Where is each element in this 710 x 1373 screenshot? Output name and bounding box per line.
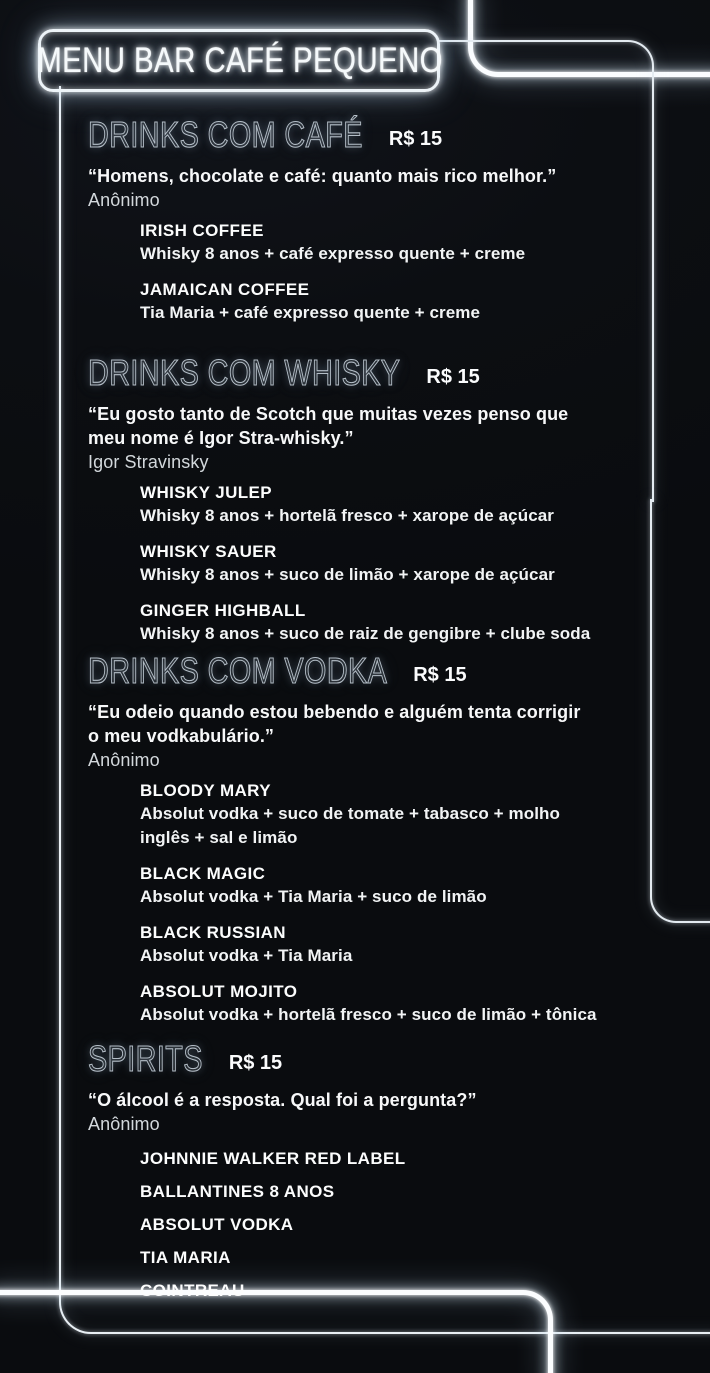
item-description	[140, 885, 676, 909]
description-line: Whisky 8 anos + suco de raiz de gengibre + clube soda	[140, 624, 591, 643]
description-line: Tia Maria + café expresso quente + creme	[140, 303, 481, 322]
quote-line: meu nome é Igor Stra-whisky.”	[88, 428, 354, 448]
quote-attribution: Igor Stravinsky	[88, 452, 209, 472]
item-description	[140, 944, 676, 968]
item-name: WHISKY SAUER	[140, 542, 277, 561]
item-name: JOHNNIE WALKER RED LABEL	[140, 1149, 406, 1168]
item-description	[140, 622, 676, 646]
description-line: Whisky 8 anos + hortelã fresco + xarope de açúcar	[140, 506, 555, 525]
quote-line: “Eu odeio quando estou bebendo e alguém tenta corrigir	[88, 702, 581, 722]
item-name: BALLANTINES 8 ANOS	[140, 1182, 335, 1201]
section-header	[88, 1038, 676, 1079]
quote-attribution: Anônimo	[88, 750, 160, 770]
item-name: JAMAICAN COFFEE	[140, 280, 310, 299]
menu-section	[88, 114, 676, 338]
quote-attribution: Anônimo	[88, 190, 160, 210]
menu-title: MENU BAR CAFÉ PEQUENO	[37, 40, 444, 80]
menu-item	[140, 482, 676, 528]
menu-item	[140, 1181, 676, 1203]
section-quote	[88, 700, 676, 772]
item-name: TIA MARIA	[140, 1248, 231, 1267]
section-quote	[88, 402, 676, 474]
description-line: Absolut vodka + Tia Maria + suco de limão	[140, 887, 487, 906]
section-title: DRINKS COM VODKA	[88, 650, 388, 691]
section-quote	[88, 164, 676, 212]
quote-attribution: Anônimo	[88, 1114, 160, 1134]
menu-item	[140, 981, 676, 1027]
menu-item	[140, 780, 676, 850]
menu-item	[140, 600, 676, 646]
item-description	[140, 242, 676, 266]
section-items	[88, 780, 676, 1027]
item-description	[140, 504, 676, 528]
description-line: Absolut vodka + suco de tomate + tabasco + molho	[140, 804, 560, 823]
menu-section	[88, 650, 676, 1040]
menu-item	[140, 220, 676, 266]
item-name: ABSOLUT MOJITO	[140, 982, 298, 1001]
menu-item	[140, 1148, 676, 1170]
section-price: R$ 15	[228, 1052, 283, 1074]
item-name: COINTREAU	[140, 1281, 245, 1300]
quote-line: “Eu gosto tanto de Scotch que muitas vezes penso que	[88, 404, 569, 424]
item-description	[140, 1003, 676, 1027]
menu-item	[140, 922, 676, 968]
quote-line: “Homens, chocolate e café: quanto mais rico melhor.”	[88, 166, 557, 186]
section-items	[88, 1148, 676, 1302]
item-name: WHISKY JULEP	[140, 483, 273, 502]
section-quote	[88, 1088, 676, 1136]
description-line: inglês + sal e limão	[140, 828, 298, 847]
menu-item	[140, 1214, 676, 1236]
item-name: GINGER HIGHBALL	[140, 601, 306, 620]
item-name: BLACK MAGIC	[140, 864, 266, 883]
description-line: Whisky 8 anos + café expresso quente + creme	[140, 244, 526, 263]
description-line: Absolut vodka + Tia Maria	[140, 946, 353, 965]
item-name: BLOODY MARY	[140, 781, 271, 800]
quote-line: “O álcool é a resposta. Qual foi a pergunta?”	[88, 1090, 477, 1110]
description-line: Absolut vodka + hortelã fresco + suco de limão + tônica	[140, 1005, 597, 1024]
menu-item	[140, 1247, 676, 1269]
item-name: IRISH COFFEE	[140, 221, 264, 240]
item-description	[140, 802, 676, 850]
neon-sign-frame	[37, 29, 444, 92]
menu-item	[140, 1280, 676, 1302]
section-title: DRINKS COM CAFÉ	[88, 114, 363, 155]
item-description	[140, 301, 676, 325]
item-name: BLACK RUSSIAN	[140, 923, 286, 942]
neon-line-top-right-thick	[468, 0, 710, 77]
section-title: SPIRITS	[88, 1038, 203, 1079]
menu-section	[88, 1038, 676, 1313]
menu-item	[140, 279, 676, 325]
menu-section	[88, 352, 676, 659]
section-price: R$ 15	[426, 366, 480, 388]
section-title: DRINKS COM WHISKY	[88, 352, 401, 393]
section-items	[88, 220, 676, 325]
section-header	[88, 650, 676, 691]
quote-line: o meu vodkabulário.”	[88, 726, 275, 746]
description-line: Whisky 8 anos + suco de limão + xarope de açúcar	[140, 565, 555, 584]
section-price: R$ 15	[413, 664, 467, 686]
item-description	[140, 563, 676, 587]
menu-item	[140, 541, 676, 587]
item-name: ABSOLUT VODKA	[140, 1215, 294, 1234]
section-header	[88, 114, 676, 155]
section-header	[88, 352, 676, 393]
section-price: R$ 15	[388, 128, 443, 150]
menu-item	[140, 863, 676, 909]
section-items	[88, 482, 676, 646]
